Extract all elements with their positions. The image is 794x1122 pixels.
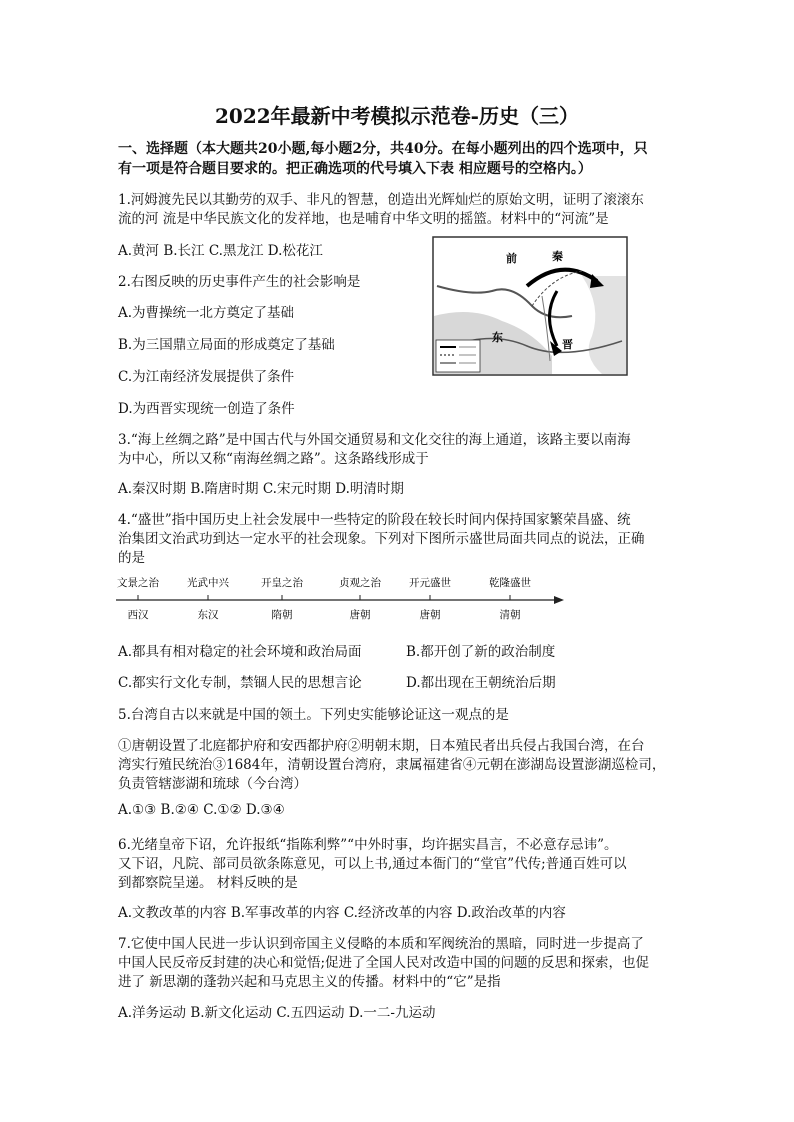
q2-option-b: B.为三国鼎立局面的形成奠定了基础 [118,337,335,353]
timeline-era-label: 光武中兴 [187,577,229,589]
q1-options: A.黄河 B.长江 C.黑龙江 D.松花江 [118,243,323,259]
q7-stem-line3: 进了 新思潮的蓬勃兴起和马克思主义的传播。材料中的“它”是指 [118,974,501,990]
q4-option-c: C.都实行文化专制，禁锢人民的思想言论 [118,675,362,691]
timeline-era-label: 开皇之治 [261,577,303,589]
q4-option-b: B.都开创了新的政治制度 [406,644,556,660]
q6-options: A.文教改革的内容 B.军事改革的内容 C.经济改革的内容 D.政治改革的内容 [118,905,566,921]
q7-stem-line2: 中国人民反帝反封建的决心和觉悟;促进了全国人民对改造中国的问题的反思和探索，也促 [118,955,650,971]
q4-option-d: D.都出现在王朝统治后期 [406,675,556,691]
prosperity-timeline [116,572,566,632]
q1-stem-line2: 流的河 流是中华民族文化的发祥地，也是哺育中华文明的摇篮。材料中的“河流”是 [118,211,609,227]
q4-stem-line3: 的是 [118,550,145,566]
q5-text-line2: 湾实行殖民统治③1684年，清朝设置台湾府，隶属福建省④元朝在澎湖岛设置澎湖巡检司， [118,757,666,773]
map-label-dong: 东 [492,331,503,344]
map-label-qian: 前 [506,252,517,265]
timeline-dynasty-label: 清朝 [499,609,521,621]
timeline-era-label: 文景之治 [117,577,159,589]
q5-text-line1: ①唐朝设置了北庭都护府和安西都护府②明朝末期，日本殖民者出兵侵占我国台湾，在台 [118,738,645,754]
section-heading-line2: 有一项是符合题目要求的。把正确选项的代号填入下表 相应题号的空格内。） [118,161,592,177]
q5-stem: 5.台湾自古以来就是中国的领土。下列史实能够论证这一观点的是 [118,707,509,723]
q5-options: A.①③ B.②④ C.①② D.③④ [118,802,285,818]
timeline-dynasty-label: 东汉 [197,609,219,621]
q3-stem-line2: 为中心，所以又称“南海丝绸之路”。这条路线形成于 [118,451,429,467]
timeline-arrow-head [554,596,564,604]
page-title: 2022年最新中考模拟示范卷-历史（三） [215,104,579,128]
q7-stem-line1: 7.它使中国人民进一步认识到帝国主义侵略的本质和军阀统治的黑暗，同时进一步提高了 [118,936,644,952]
map-legend [436,340,480,372]
timeline-dynasty-label: 唐朝 [419,609,441,621]
timeline-dynasty-label: 西汉 [127,609,149,621]
q2-option-c: C.为江南经济发展提供了条件 [118,369,295,385]
q4-option-a: A.都具有相对稳定的社会环境和政治局面 [118,644,362,660]
q6-stem-line1: 6.光绪皇帝下诏，允许报纸“指陈利弊”“中外时事，均许据实昌言，不必意存忌讳”。 [118,837,618,853]
q7-options: A.洋务运动 B.新文化运动 C.五四运动 D.一二-九运动 [118,1005,436,1021]
q3-stem-line1: 3.“海上丝绸之路”是中国古代与外国交通贸易和文化交往的海上通道，该路主要以南海 [118,432,631,448]
map-label-qin: 秦 [552,250,563,263]
map-label-jin: 晋 [562,338,573,351]
q6-stem-line3: 到都察院呈递。 材料反映的是 [118,875,298,891]
timeline-dynasty-label: 隋朝 [271,609,293,621]
timeline-dynasty-label: 唐朝 [349,609,371,621]
timeline-era-label: 贞观之治 [339,577,381,589]
q1-stem-line1: 1.河姆渡先民以其勤劳的双手、非凡的智慧，创造出光辉灿烂的原始文明，证明了滚滚东 [118,192,644,208]
q2-option-a: A.为曹操统一北方奠定了基础 [118,305,295,321]
section-heading-line1: 一、选择题（本大题共20小题,每小题2分，共40分。在每小题列出的四个选项中，只 [118,141,648,157]
q4-stem-line2: 治集团文治武功到达一定水平的社会现象。下列对下图所示盛世局面共同点的说法，正确 [118,531,645,547]
q4-stem-line1: 4.“盛世”指中国历史上社会发展中一些特定的阶段在较长时间内保持国家繁荣昌盛、统 [118,512,631,528]
q2-stem: 2.右图反映的历史事件产生的社会影响是 [118,274,361,290]
q5-text-line3: 负责管辖澎湖和琉球（今台湾） [118,776,307,792]
battle-map [432,236,628,376]
q3-options: A.秦汉时期 B.隋唐时期 C.宋元时期 D.明清时期 [118,481,404,497]
timeline-era-label: 乾隆盛世 [489,577,531,589]
q6-stem-line2: 又下诏，凡院、部司员欲条陈意见，可以上书,通过本衙门的“堂官”代传;普通百姓可以 [118,856,627,872]
q2-option-d: D.为西晋实现统一创造了条件 [118,401,295,417]
timeline-era-label: 开元盛世 [409,577,451,589]
